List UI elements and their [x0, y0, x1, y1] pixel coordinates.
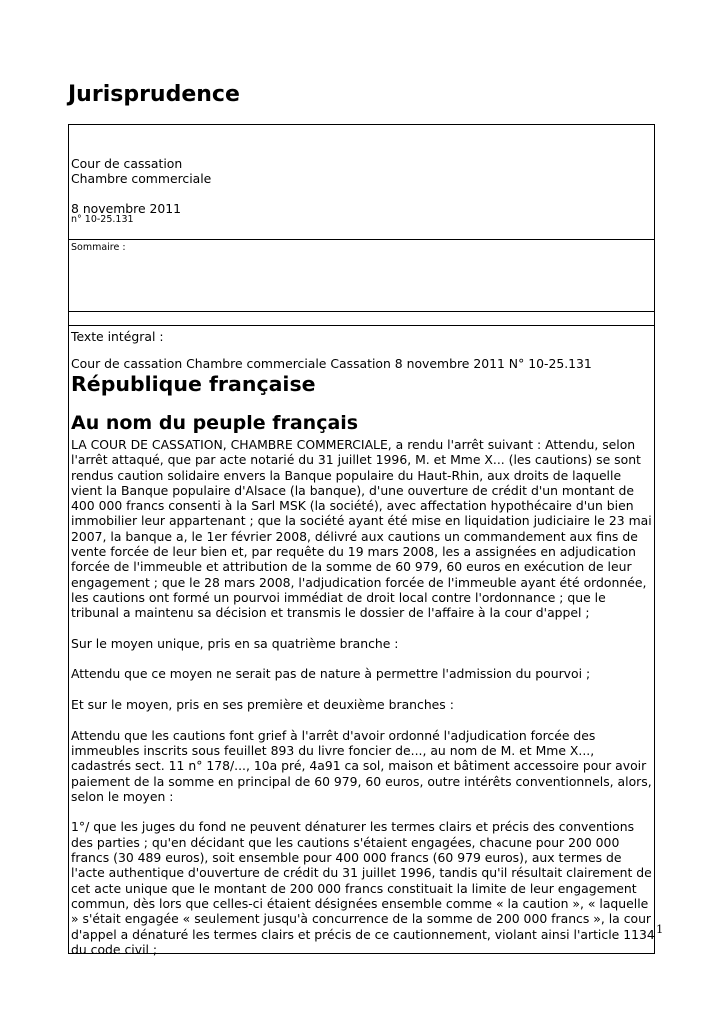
texte-integral-label: Texte intégral : — [71, 329, 164, 344]
paragraph: LA COUR DE CASSATION, CHAMBRE COMMERCIALE, a rendu l'arrêt suivant : Attendu, selon l'arrêt attaqué, que par acte notarié du 31 juillet 1996, M. et Mme X... (les cautions) se sont rendus caution solidaire envers la Banque populaire du Haut-Rhin, aux droits de laquelle vient la Banque populaire d'Alsace (la banque), d'une ouverture de crédit d'un montant de 400 000 francs consenti à la Sarl MSK (la société), avec affectation hypothécaire d'un bien immobilier leur appartenant ; que la société ayant été mise en liquidation judiciaire le 23 mai 2007, la banque a, le 1er février 2008, délivré aux cautions un commandement aux fins de vente forcée de leur bien et, par requête du 19 mars 2008, les a assignées en adjudication forcée de l'immeuble et attribution de la somme de 60 979, 60 euros en exécution de leur engagement ; que le 28 mars 2008, l'adjudication forcée de l'immeuble ayant été ordonnée, les cautions ont formé un pourvoi immédiat de droit local contre l'ordonnance ; que le tribunal a maintenu sa décision et transmis le dossier de l'affaire à la cour d'appel ; — [71, 437, 652, 621]
separator-box — [69, 312, 654, 326]
court-info — [71, 156, 211, 187]
page-title: Jurisprudence — [68, 82, 240, 107]
decision-header-box — [69, 125, 654, 240]
paragraph: 1°/ que les juges du fond ne peuvent dénaturer les termes clairs et précis des conventions des parties ; qu'en décidant que les cautions s'étaient engagées, chacune pour 200 000 francs (30 489 euros), soit ensemble pour 400 000 francs (60 979 euros), aux termes de l'acte authentique d'ouverture de crédit du 31 juillet 1996, tandis qu'il résultait clairement de cet acte unique que le montant de 200 000 francs constituait la limite de leur engagement commun, dès lors que celles-ci étaient désignées ensemble comme « la caution », « laquelle » s'était engagée « seulement jusqu'à concurrence de la somme de 200 000 francs », la cour d'appel a dénaturé les termes clairs et précis de ce cautionnement, violant ainsi l'article 1134 du code civil ; — [71, 819, 655, 957]
chamber-name: Chambre commerciale — [71, 171, 212, 187]
heading-peuple: Au nom du peuple français — [71, 412, 359, 434]
paragraph: Attendu que les cautions font grief à l'arrêt d'avoir ordonné l'adjudication forcée des immeubles inscrits sous feuillet 893 du livre foncier de..., au nom de M. et Mme X..., cadastrés sect. 11 n° 178/..., 10a pré, 4a91 ca sol, maison et bâtiment accessoire pour avoir paiement de la somme en principal de 60 979, 60 euros, outre intérêts conventionnels, alors, selon le moyen : — [71, 727, 652, 804]
decision-body — [71, 437, 656, 972]
document-frame — [68, 124, 655, 957]
decision-number: n° 10-25.131 — [71, 214, 134, 225]
paragraph: Sur le moyen unique, pris en sa quatrième branche : — [71, 635, 399, 651]
sommaire-box — [69, 240, 654, 312]
texte-integral-box — [69, 326, 655, 957]
decision-reference: Cour de cassation Chambre commerciale Cassation 8 novembre 2011 N° 10-25.131 — [71, 356, 592, 371]
paragraph: Et sur le moyen, pris en ses première et deuxième branches : — [71, 697, 454, 713]
paragraph: Attendu que ce moyen ne serait pas de nature à permettre l'admission du pourvoi ; — [71, 666, 591, 682]
sommaire-label: Sommaire : — [71, 242, 126, 253]
page-number: 1 — [656, 922, 664, 936]
heading-republique: République française — [71, 372, 316, 396]
decision-date: 8 novembre 2011 — [71, 201, 182, 216]
court-name: Cour de cassation — [71, 156, 183, 171]
